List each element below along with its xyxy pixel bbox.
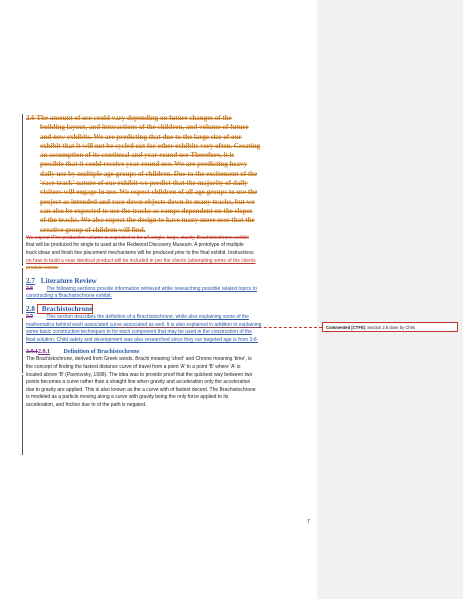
heading-line: visitors will engage in use. We expect children of all age groups to use the <box>40 188 258 197</box>
body-line: that will be produced for single to used at the Redwood Discovery Museum. A prototype of multiple <box>26 242 244 249</box>
body-line: mathematics behind each associated curve associated as well. It is also explained in addition to explaining <box>26 321 262 328</box>
section-2-8-1 <box>26 348 316 409</box>
body-line: This section describes the definition of a Brachistochrone, while also explaining some of the <box>46 314 249 321</box>
section-2-6 <box>26 114 316 273</box>
section-2-6-body <box>26 235 316 273</box>
body-line: the concept of finding the fastest distance curve of travel from a point 'A' to a point 'B' where 'A' is <box>26 363 241 370</box>
section-2-8-1-heading <box>26 348 316 356</box>
heading-line: an assumption of its continual and year round use Therefore, it is <box>40 151 235 160</box>
document-body <box>26 114 316 410</box>
section-2-7-number: 2.7 <box>26 276 35 285</box>
heading-line: of the tracks. We also expect the design to have many more uses that the <box>40 216 255 225</box>
body-line: The Brachistochrone, derived from Greek words, Brachi meaning 'short' and Chrone meaning 'time', is <box>26 356 252 363</box>
change-bar <box>22 375 23 455</box>
section-2-8-title[interactable]: Brachistochrone <box>37 304 94 314</box>
section-2-7-title: Literature Review <box>40 276 97 285</box>
heading-line: creative group of children will find. <box>40 225 146 234</box>
heading-line: and new exhibits. We are predicting that due to the large size of our <box>40 132 242 141</box>
section-2-8 <box>26 305 316 344</box>
heading-line: daily use by multiple age groups of children. Due to the excitement of the <box>40 169 258 178</box>
heading-line: building layout, and interactions of the children, and volume of future <box>40 123 249 132</box>
body-line: We expect tThe production volume is expected to be aA single, large, sturdy, Brachistochrone exhibit <box>26 234 249 241</box>
section-2-7-body <box>26 286 316 301</box>
comment-balloon[interactable] <box>322 322 458 332</box>
section-2-8-1-title: Definition of Brachistochrone <box>63 349 140 356</box>
section-2-8-number: 2.8 <box>26 305 35 314</box>
section-2-6-heading-number: 2.6 <box>26 114 35 122</box>
body-line: track ideas and finish line placement mechanisms will be produced prior to the final exhibit. Instructions <box>26 250 254 257</box>
page-number: 7 <box>307 519 310 525</box>
comment-text: Section 2.8 done by Chris <box>367 325 416 330</box>
section-2-8-1-body <box>26 356 316 409</box>
body-line: is modeled as a particle moving along a curve with gravity being the only force applied to its <box>26 394 229 401</box>
section-2-7-heading <box>26 277 316 286</box>
heading-line: possible that it could receive year-round use. We are predicting heavy <box>40 160 247 169</box>
body-line: final solution. Child safety and development was also researched since they our targeted age is from 3-8. <box>26 336 259 343</box>
comment-margin-panel <box>317 0 463 599</box>
body-line: product wants. <box>26 265 59 272</box>
heading-line: The amount of use could vary depending on future changes of the <box>36 114 232 122</box>
section-2-8-1-number: 2.8.1 <box>38 349 50 356</box>
section-2-8-heading <box>26 305 316 314</box>
old-heading-number: 2.9.1 <box>26 349 38 356</box>
body-line: points becomes a curve rather than a straight line when gravity and acceleration only the acceleration <box>26 379 251 386</box>
change-bar <box>22 268 23 314</box>
body-line: The following sections provide information retrieved while researching possible related topics to <box>46 285 258 292</box>
change-bar <box>22 114 23 266</box>
old-heading-number: 2.9 <box>26 314 33 321</box>
body-line: acceleration, and friction due to of the path is negated. <box>26 401 147 408</box>
change-bar <box>22 318 23 373</box>
heading-line: can also be expected to use the tracks as ramps dependent on the slopes <box>40 206 253 215</box>
old-heading-number: 2.8 <box>26 285 33 292</box>
comment-connector-line <box>118 327 322 328</box>
body-line: due to gravity are applied. This is also known as the a curve with of fastest decent. The Brachistochrone <box>26 386 256 393</box>
heading-line: project as intended and race down objects down its many tracks, but we <box>40 197 255 206</box>
heading-line: exhibit that it will not be cycled out for other exhibits very often. Creating <box>40 141 261 150</box>
section-2-8-body <box>26 314 316 344</box>
section-2-7 <box>26 277 316 301</box>
comment-author: Commented [CTF5]: <box>326 325 367 330</box>
body-line: constructing a Brachistochrone exhibit. <box>26 293 112 300</box>
body-line: some basic construction techniques to for each component that may be used in the construction of the <box>26 329 252 336</box>
body-line: on how to build a near identical product will be included in per the clients (attempting some of the clients <box>26 257 256 264</box>
body-line: located above 'B' (Pavnovsky, 1998). The idea was to provide proof that the quickest way between two <box>26 371 253 378</box>
section-2-6-heading <box>26 114 316 235</box>
heading-line: 'race track' nature of our exhibit we predict that the majority of daily <box>40 179 248 188</box>
